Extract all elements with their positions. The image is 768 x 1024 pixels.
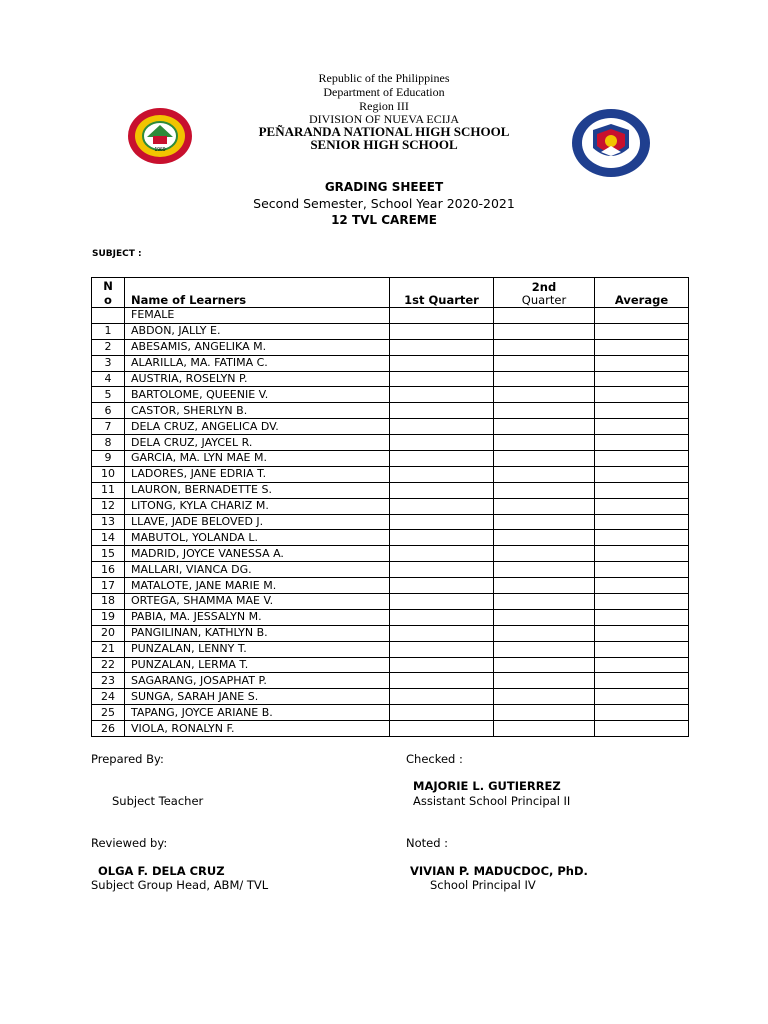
table-row [92, 594, 689, 610]
row-number: 15 [92, 546, 125, 562]
average-cell [595, 705, 689, 721]
q1-grade-cell [390, 339, 494, 355]
table-row [92, 578, 689, 594]
table-row [92, 689, 689, 705]
table-row [92, 371, 689, 387]
average-cell [595, 498, 689, 514]
checked-role: Assistant School Principal II [413, 794, 571, 808]
row-number: 8 [92, 435, 125, 451]
table-row [92, 451, 689, 467]
q2-grade-cell [494, 514, 595, 530]
q1-grade-cell [390, 323, 494, 339]
q1-grade-cell [390, 466, 494, 482]
header-line-deped: Department of Education [323, 85, 445, 99]
q1-grade-cell [390, 721, 494, 737]
learner-name: DELA CRUZ, JAYCEL R. [125, 435, 390, 451]
average-cell [595, 578, 689, 594]
q2-grade-cell [494, 705, 595, 721]
q2-grade-cell [494, 562, 595, 578]
q2-grade-cell [494, 657, 595, 673]
noted-label: Noted : [406, 836, 449, 850]
q1-grade-cell [390, 482, 494, 498]
row-number: 6 [92, 403, 125, 419]
q1-grade-cell [390, 641, 494, 657]
header-no: N o [92, 278, 125, 308]
row-number: 11 [92, 482, 125, 498]
table-row [92, 466, 689, 482]
row-number: 1 [92, 323, 125, 339]
learner-name: ABDON, JALLY E. [125, 323, 390, 339]
group-row-female [92, 308, 689, 324]
q1-grade-cell [390, 514, 494, 530]
average-cell [595, 419, 689, 435]
table-header-row [92, 278, 689, 308]
learner-name: ORTEGA, SHAMMA MAE V. [125, 594, 390, 610]
q1-grade-cell [390, 609, 494, 625]
row-number: 17 [92, 578, 125, 594]
q1-grade-cell [390, 403, 494, 419]
table-row [92, 625, 689, 641]
average-cell [595, 657, 689, 673]
noted-name: VIVIAN P. MADUCDOC, PhD. [410, 864, 588, 878]
table-row [92, 705, 689, 721]
q2-grade-cell [494, 482, 595, 498]
row-number: 3 [92, 355, 125, 371]
q1-grade-cell [390, 435, 494, 451]
row-number: 22 [92, 657, 125, 673]
row-number: 25 [92, 705, 125, 721]
q2-grade-cell [494, 609, 595, 625]
learner-name: BARTOLOME, QUEENIE V. [125, 387, 390, 403]
q2-grade-cell [494, 530, 595, 546]
row-number: 21 [92, 641, 125, 657]
noted-role: School Principal IV [430, 878, 536, 892]
learner-name: MALLARI, VIANCA DG. [125, 562, 390, 578]
q2-grade-cell [494, 498, 595, 514]
learner-name: MABUTOL, YOLANDA L. [125, 530, 390, 546]
row-number: 2 [92, 339, 125, 355]
header-q2: 2nd Quarter [494, 278, 595, 308]
learner-name: ALARILLA, MA. FATIMA C. [125, 355, 390, 371]
header-line-region: Region III [359, 99, 409, 113]
learner-name: LITONG, KYLA CHARIZ M. [125, 498, 390, 514]
learner-name: AUSTRIA, ROSELYN P. [125, 371, 390, 387]
school-division: SENIOR HIGH SCHOOL [310, 137, 458, 152]
table-row [92, 609, 689, 625]
learner-name: TAPANG, JOYCE ARIANE B. [125, 705, 390, 721]
q1-grade-cell [390, 371, 494, 387]
semester-line: Second Semester, School Year 2020-2021 [253, 196, 515, 211]
q2-grade-cell [494, 594, 595, 610]
learner-name: MADRID, JOYCE VANESSA A. [125, 546, 390, 562]
q2-grade-cell [494, 387, 595, 403]
row-number: 4 [92, 371, 125, 387]
average-cell [595, 514, 689, 530]
header-q1: 1st Quarter [390, 278, 494, 308]
q1-grade-cell [390, 689, 494, 705]
table-row [92, 657, 689, 673]
average-cell [595, 546, 689, 562]
q1-grade-cell [390, 498, 494, 514]
q2-grade-cell [494, 641, 595, 657]
row-number: 24 [92, 689, 125, 705]
average-cell [595, 435, 689, 451]
q2-grade-cell [494, 371, 595, 387]
header-average: Average [595, 278, 689, 308]
average-cell [595, 689, 689, 705]
average-cell [595, 594, 689, 610]
prepared-role: Subject Teacher [112, 794, 204, 808]
subject-label: SUBJECT : [92, 249, 142, 259]
learner-name: DELA CRUZ, ANGELICA DV. [125, 419, 390, 435]
learner-name: SUNGA, SARAH JANE S. [125, 689, 390, 705]
learner-name: CASTOR, SHERLYN B. [125, 403, 390, 419]
learner-name: GARCIA, MA. LYN MAE M. [125, 451, 390, 467]
table-row [92, 673, 689, 689]
table-row [92, 403, 689, 419]
table-row [92, 387, 689, 403]
average-cell [595, 721, 689, 737]
row-number: 23 [92, 673, 125, 689]
q2-grade-cell [494, 546, 595, 562]
table-row [92, 546, 689, 562]
q1-grade-cell [390, 625, 494, 641]
row-number: 9 [92, 451, 125, 467]
average-cell [595, 673, 689, 689]
school-seal-year: 1969 [154, 147, 166, 153]
reviewed-name: OLGA F. DELA CRUZ [98, 864, 225, 878]
q1-grade-cell [390, 562, 494, 578]
q1-grade-cell [390, 578, 494, 594]
q1-grade-cell [390, 673, 494, 689]
checked-name: MAJORIE L. GUTIERREZ [413, 779, 561, 793]
q2-grade-cell [494, 673, 595, 689]
average-cell [595, 323, 689, 339]
q2-grade-cell [494, 578, 595, 594]
row-number: 5 [92, 387, 125, 403]
sheet-title: GRADING SHEEET [324, 180, 444, 194]
learner-name: PABIA, MA. JESSALYN M. [125, 609, 390, 625]
row-number: 16 [92, 562, 125, 578]
q2-grade-cell [494, 403, 595, 419]
table-row [92, 339, 689, 355]
q2-grade-cell [494, 323, 595, 339]
q2-grade-cell [494, 339, 595, 355]
average-cell [595, 641, 689, 657]
average-cell [595, 403, 689, 419]
grades-table [91, 277, 689, 737]
table-row [92, 530, 689, 546]
checked-label: Checked : [406, 752, 463, 766]
row-number: 18 [92, 594, 125, 610]
table-row [92, 435, 689, 451]
table-row [92, 514, 689, 530]
average-cell [595, 355, 689, 371]
table-row [92, 323, 689, 339]
q2-grade-cell [494, 625, 595, 641]
learner-name: PANGILINAN, KATHLYN B. [125, 625, 390, 641]
header-line-republic: Republic of the Philippines [318, 71, 450, 85]
q1-grade-cell [390, 657, 494, 673]
average-cell [595, 339, 689, 355]
row-number: 20 [92, 625, 125, 641]
school-seal-logo [127, 107, 193, 165]
q1-grade-cell [390, 530, 494, 546]
learner-name: ABESAMIS, ANGELIKA M. [125, 339, 390, 355]
row-number: 13 [92, 514, 125, 530]
learner-name: VIOLA, RONALYN F. [125, 721, 390, 737]
q1-grade-cell [390, 594, 494, 610]
q2-grade-cell [494, 721, 595, 737]
q1-grade-cell [390, 355, 494, 371]
average-cell [595, 482, 689, 498]
row-number: 26 [92, 721, 125, 737]
table-row [92, 641, 689, 657]
row-number: 14 [92, 530, 125, 546]
learner-name: LADORES, JANE EDRIA T. [125, 466, 390, 482]
q2-grade-cell [494, 419, 595, 435]
header-line-division: DIVISION OF NUEVA ECIJA [308, 112, 460, 126]
q2-grade-cell [494, 355, 595, 371]
reviewed-role: Subject Group Head, ABM/ TVL [91, 878, 269, 892]
learner-name: PUNZALAN, LERMA T. [125, 657, 390, 673]
prepared-by-label: Prepared By: [91, 752, 164, 766]
row-number: 19 [92, 609, 125, 625]
learner-name: LLAVE, JADE BELOVED J. [125, 514, 390, 530]
header-name: Name of Learners [125, 278, 390, 308]
learner-name: SAGARANG, JOSAPHAT P. [125, 673, 390, 689]
q1-grade-cell [390, 419, 494, 435]
average-cell [595, 466, 689, 482]
q2-grade-cell [494, 466, 595, 482]
q2-grade-cell [494, 689, 595, 705]
average-cell [595, 625, 689, 641]
average-cell [595, 451, 689, 467]
row-number: 10 [92, 466, 125, 482]
q1-grade-cell [390, 546, 494, 562]
table-row [92, 419, 689, 435]
average-cell [595, 609, 689, 625]
learner-name: PUNZALAN, LENNY T. [125, 641, 390, 657]
average-cell [595, 387, 689, 403]
row-number: 12 [92, 498, 125, 514]
section-line: 12 TVL CAREME [331, 213, 437, 227]
average-cell [595, 371, 689, 387]
table-row [92, 482, 689, 498]
school-name: PEÑARANDA NATIONAL HIGH SCHOOL [258, 124, 510, 139]
row-number: 7 [92, 419, 125, 435]
table-row [92, 562, 689, 578]
reviewed-by-label: Reviewed by: [91, 836, 168, 850]
table-row [92, 498, 689, 514]
learner-name: LAURON, BERNADETTE S. [125, 482, 390, 498]
q2-grade-cell [494, 435, 595, 451]
learner-name: MATALOTE, JANE MARIE M. [125, 578, 390, 594]
deped-seal-logo [571, 108, 651, 178]
average-cell [595, 530, 689, 546]
table-row [92, 721, 689, 737]
q1-grade-cell [390, 451, 494, 467]
q1-grade-cell [390, 387, 494, 403]
q1-grade-cell [390, 705, 494, 721]
q2-grade-cell [494, 451, 595, 467]
table-row [92, 355, 689, 371]
average-cell [595, 562, 689, 578]
group-label: FEMALE [125, 308, 390, 324]
